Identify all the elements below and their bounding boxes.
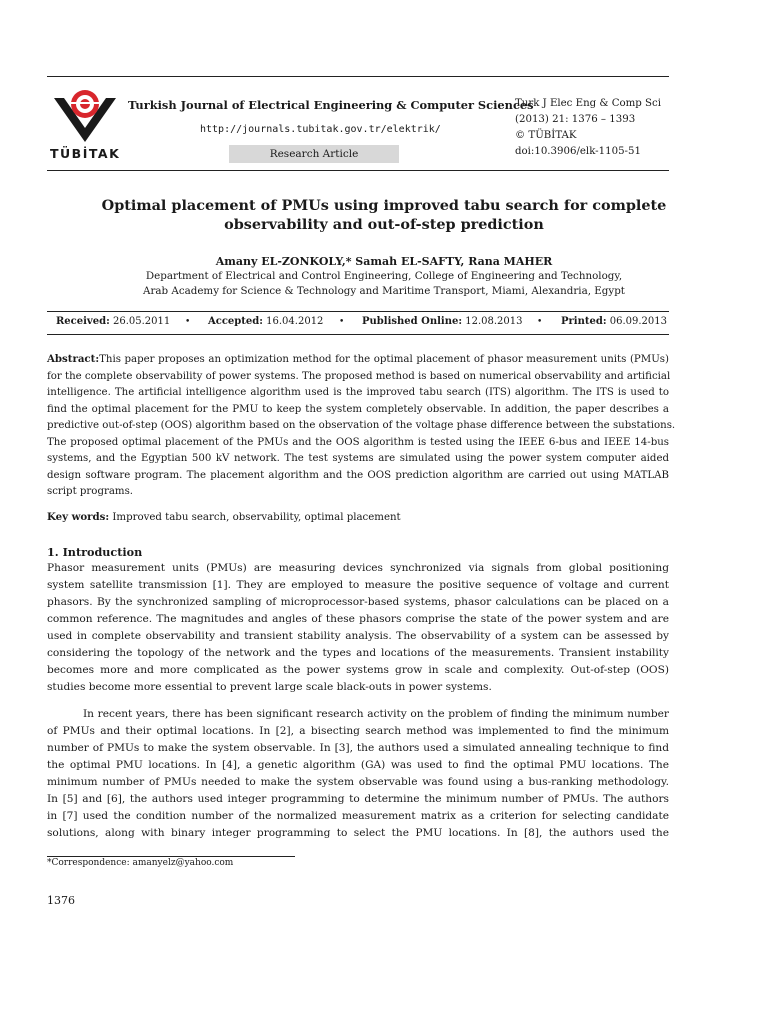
body-line: used in complete observability and transient stability analysis. The observability of a system can be assessed by [47, 630, 669, 642]
journal-url[interactable]: http://journals.tubitak.gov.tr/elektrik/ [200, 124, 441, 135]
body-line: number of PMUs to make the system observable. In [3], the authors used a simulated annealing technique to find [47, 742, 669, 754]
dates-bullet: • [185, 317, 191, 327]
abstract-line: for the complete observability of power systems. The proposed method is based on numerical observability and artificial [47, 370, 671, 382]
header-top-rule [47, 76, 669, 77]
citation-doi[interactable]: doi:10.3906/elk-1105-51 [515, 146, 641, 157]
received-date: Received: 26.05.2011 [56, 316, 171, 327]
body-line: In recent years, there has been significant research activity on the problem of finding the minimum number [83, 708, 669, 720]
abstract-label: Abstract: [47, 353, 100, 365]
dates-bullet: • [537, 317, 543, 327]
body-line: solutions, along with binary integer programming to select the PMU locations. In [8], the authors used the [47, 827, 669, 839]
body-line: system satellite transmission [1]. They are employed to measure the positive sequence of voltage and current [47, 579, 669, 591]
abstract-line: The proposed optimal placement of the PMUs and the OOS algorithm is tested using the IEEE 6-bus and IEEE 14-bus [47, 436, 669, 448]
tubitak-logo [50, 82, 120, 146]
dates-top-rule [47, 311, 669, 312]
body-line: the optimal PMU locations. In [4], a genetic algorithm (GA) was used to find the optimal PMU locations. The [47, 759, 669, 771]
abstract [47, 351, 676, 500]
abstract-line: Abstract:This paper proposes an optimization method for the optimal placement of phasor measurement units (PMUs) [47, 353, 669, 365]
paper-title-line-1: Optimal placement of PMUs using improved tabu search for complete [101, 197, 667, 214]
dates-bullet: • [339, 317, 345, 327]
body-line: phasors. By the synchronized sampling of microprocessor-based systems, phasor calculations can be placed on a [47, 596, 669, 608]
body-line: common reference. The magnitudes and angles of these phasors comprise the state of the power system and are [47, 613, 669, 625]
citation-copyright: © TÜBİTAK [515, 130, 577, 141]
affiliation-line-1: Department of Electrical and Control Engineering, College of Engineering and Technology, [145, 270, 623, 282]
correspondence-footnote: *Correspondence: amanyelz@yahoo.com [47, 858, 234, 868]
abstract-line: find the optimal placement for the PMU to keep the system completely observable. In addition, the paper describes a [47, 403, 669, 415]
intro-paragraph-2 [47, 706, 669, 842]
keywords [47, 511, 401, 523]
body-line: studies become more essential to prevent large scale black-outs in power systems. [47, 681, 492, 693]
section-heading: 1. Introduction [47, 545, 143, 559]
abstract-line: script programs. [47, 486, 134, 497]
footnote-rule [47, 856, 295, 857]
paper-title-line-2: observability and out-of-step prediction [224, 216, 544, 233]
body-line: becomes more and more complicated as the power systems grow in scale and complexity. Out-of-step (OOS) [47, 664, 669, 676]
article-type-badge: Research Article [229, 145, 399, 163]
body-line: of PMUs and their optimal locations. In [2], a bisecting search method was implemented to find the minimum [47, 725, 669, 737]
intro-paragraph-1 [47, 560, 669, 696]
page-number: 1376 [47, 894, 75, 907]
body-line: In [5] and [6], the authors used integer programming to determine the minimum number of PMUs. The authors [47, 793, 669, 805]
published-date: Published Online: 12.08.2013 [362, 316, 523, 327]
abstract-line: design software program. The placement algorithm and the OOS prediction algorithm are carried out using MATLAB [47, 469, 669, 481]
citation-volume: (2013) 21: 1376 – 1393 [515, 114, 636, 125]
body-line: considering the topology of the network and the types and locations of the measurements. Transient instability [47, 647, 669, 659]
journal-title: Turkish Journal of Electrical Engineering & Computer Sciences [128, 98, 534, 112]
keywords-label: Key words: [47, 511, 110, 523]
logo-text: TÜBİTAK [50, 146, 121, 161]
printed-date: Printed: 06.09.2013 [561, 316, 667, 327]
body-line: minimum number of PMUs needed to make the system observable was found using a bus-ranking methodology. [47, 776, 669, 788]
citation-journal: Turk J Elec Eng & Comp Sci [515, 98, 661, 109]
keywords-text: Improved tabu search, observability, optimal placement [112, 512, 401, 523]
body-line: in [7] used the condition number of the normalized measurement matrix as a criterion for selecting candidate [47, 810, 669, 822]
affiliation-line-2: Arab Academy for Science & Technology and Maritime Transport, Miami, Alexandria, Egypt [143, 285, 625, 297]
accepted-date: Accepted: 16.04.2012 [208, 316, 324, 327]
body-line: Phasor measurement units (PMUs) are measuring devices synchronized via signals from global positioning [47, 562, 669, 574]
author-list: Amany EL-ZONKOLY,* Samah EL-SAFTY, Rana MAHER [215, 255, 553, 268]
abstract-line: systems, and the Egyptian 500 kV network. The test systems are simulated using the power system computer aided [47, 453, 669, 464]
dates-bottom-rule [47, 334, 669, 335]
abstract-line: predictive out-of-step (OOS) algorithm based on the observation of the voltage phase difference between the substations. [47, 420, 676, 431]
header-bottom-rule [47, 170, 669, 171]
abstract-line: intelligence. The artificial intelligence algorithm used is the improved tabu search (ITS) algorithm. The ITS is used to [47, 387, 669, 398]
